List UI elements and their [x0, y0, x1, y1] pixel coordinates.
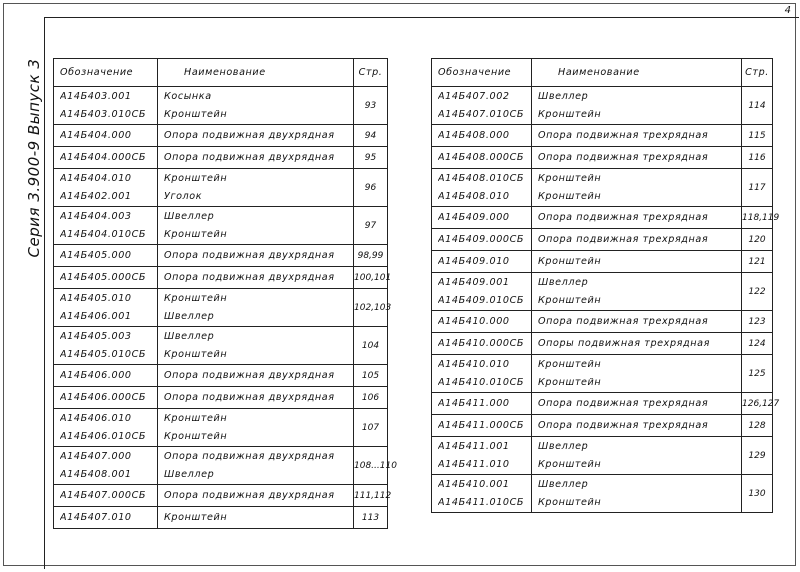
- item-name: Опора подвижная двухрядная: [164, 489, 335, 501]
- page-cell: 96: [354, 169, 388, 207]
- designation-cell: [432, 125, 532, 147]
- name-cell: [532, 393, 742, 415]
- designation-code: А14Б407.000: [60, 450, 132, 462]
- item-name: Кронштейн: [164, 412, 228, 424]
- designation-code: А14Б406.010СБ: [60, 430, 147, 442]
- designation-code: А14Б403.001: [60, 90, 132, 102]
- item-name: Кронштейн: [538, 496, 602, 508]
- header-name: Наименование: [158, 59, 354, 87]
- item-name: Опора подвижная трехрядная: [538, 419, 709, 431]
- table-row: [432, 475, 773, 513]
- table-row: [432, 207, 773, 229]
- table-row: [432, 311, 773, 333]
- page-cell: 125: [742, 355, 773, 393]
- name-cell: [532, 169, 742, 207]
- table-row: [432, 333, 773, 355]
- designation-code: А14Б410.010СБ: [438, 376, 525, 388]
- designation-cell: [432, 475, 532, 513]
- item-name: Кронштейн: [164, 172, 228, 184]
- table-row: [54, 289, 388, 327]
- item-name: Швеллер: [164, 310, 215, 322]
- designation-code: А14Б407.002: [438, 90, 510, 102]
- name-cell: [158, 327, 354, 365]
- item-name: Опора подвижная двухрядная: [164, 391, 335, 403]
- designation-cell: [54, 507, 158, 529]
- name-cell: [158, 169, 354, 207]
- item-name: Кронштейн: [538, 358, 602, 370]
- designation-code: А14Б403.010СБ: [60, 108, 147, 120]
- name-cell: [532, 207, 742, 229]
- item-name: Опора подвижная двухрядная: [164, 129, 335, 141]
- table-row: [432, 415, 773, 437]
- designation-code: А14Б410.010: [438, 358, 510, 370]
- table-row: [54, 87, 388, 125]
- designation-cell: [54, 485, 158, 507]
- page-cell: 124: [742, 333, 773, 355]
- designation-code: А14Б404.003: [60, 210, 132, 222]
- name-cell: [158, 507, 354, 529]
- item-name: Косынка: [164, 90, 212, 102]
- designation-code: А14Б405.010: [60, 292, 132, 304]
- page-cell: 100,101: [354, 267, 388, 289]
- designation-code: А14Б407.010СБ: [438, 108, 525, 120]
- name-cell: [532, 311, 742, 333]
- designation-cell: [432, 229, 532, 251]
- designation-code: А14Б408.010: [438, 190, 510, 202]
- name-cell: [158, 245, 354, 267]
- designation-cell: [432, 333, 532, 355]
- name-cell: [158, 267, 354, 289]
- item-name: Кронштейн: [164, 292, 228, 304]
- name-cell: [158, 387, 354, 409]
- name-cell: [158, 125, 354, 147]
- designation-cell: [54, 387, 158, 409]
- designation-code: А14Б405.010СБ: [60, 348, 147, 360]
- table-row: [54, 245, 388, 267]
- item-name: Швеллер: [164, 210, 215, 222]
- designation-cell: [432, 437, 532, 475]
- page-cell: 108...110: [354, 447, 388, 485]
- item-name: Опора подвижная трехрядная: [538, 233, 709, 245]
- designation-code: А14Б407.000СБ: [60, 489, 147, 501]
- designation-cell: [432, 311, 532, 333]
- designation-code: А14Б406.000: [60, 369, 132, 381]
- designation-code: А14Б410.000: [438, 315, 510, 327]
- name-cell: [532, 355, 742, 393]
- table-row: [54, 387, 388, 409]
- designation-cell: [432, 273, 532, 311]
- page-cell: 94: [354, 125, 388, 147]
- item-name: Опора подвижная трехрядная: [538, 397, 709, 409]
- designation-cell: [54, 289, 158, 327]
- designation-cell: [54, 87, 158, 125]
- item-name: Кронштейн: [538, 255, 602, 267]
- table-row: [54, 169, 388, 207]
- page-cell: 130: [742, 475, 773, 513]
- designation-cell: [54, 327, 158, 365]
- name-cell: [158, 365, 354, 387]
- designation-cell: [54, 169, 158, 207]
- item-name: Кронштейн: [538, 376, 602, 388]
- name-cell: [158, 207, 354, 245]
- designation-code: А14Б409.010: [438, 255, 510, 267]
- table-row: [432, 169, 773, 207]
- designation-code: А14Б411.010: [438, 458, 510, 470]
- item-name: Швеллер: [538, 90, 589, 102]
- designation-code: А14Б410.001: [438, 478, 510, 490]
- designation-cell: [432, 169, 532, 207]
- designation-cell: [432, 147, 532, 169]
- item-name: Кронштейн: [164, 348, 228, 360]
- table-row: [432, 437, 773, 475]
- header-name: Наименование: [532, 59, 742, 87]
- page-cell: 113: [354, 507, 388, 529]
- designation-code: А14Б405.000: [60, 249, 132, 261]
- item-name: Кронштейн: [538, 458, 602, 470]
- designation-code: А14Б402.001: [60, 190, 132, 202]
- designation-code: А14Б409.001: [438, 276, 510, 288]
- page-number: 4: [784, 5, 791, 16]
- designation-code: А14Б411.000: [438, 397, 510, 409]
- item-name: Кронштейн: [164, 430, 228, 442]
- designation-code: А14Б409.000СБ: [438, 233, 525, 245]
- page-cell: 122: [742, 273, 773, 311]
- item-name: Кронштейн: [538, 294, 602, 306]
- item-name: Кронштейн: [164, 511, 228, 523]
- table-row: [54, 147, 388, 169]
- table-row: [54, 447, 388, 485]
- designation-cell: [54, 245, 158, 267]
- item-name: Уголок: [164, 190, 203, 202]
- name-cell: [158, 485, 354, 507]
- designation-code: А14Б411.001: [438, 440, 510, 452]
- table-row: [54, 365, 388, 387]
- item-name: Опоры подвижная трехрядная: [538, 337, 710, 349]
- page-cell: 97: [354, 207, 388, 245]
- designation-code: А14Б406.001: [60, 310, 132, 322]
- designation-code: А14Б408.000СБ: [438, 151, 525, 163]
- designation-cell: [54, 365, 158, 387]
- designation-code: А14Б406.000СБ: [60, 391, 147, 403]
- designation-code: А14Б404.010СБ: [60, 228, 147, 240]
- name-cell: [158, 147, 354, 169]
- name-cell: [532, 475, 742, 513]
- page-cell: 117: [742, 169, 773, 207]
- item-name: Швеллер: [164, 330, 215, 342]
- page-cell: 123: [742, 311, 773, 333]
- table-row: [432, 87, 773, 125]
- designation-cell: [54, 207, 158, 245]
- table-header-row: [432, 59, 773, 87]
- name-cell: [532, 87, 742, 125]
- name-cell: [532, 437, 742, 475]
- designation-cell: [54, 447, 158, 485]
- page-cell: 106: [354, 387, 388, 409]
- designation-cell: [54, 147, 158, 169]
- designation-code: А14Б410.000СБ: [438, 337, 525, 349]
- item-name: Швеллер: [538, 440, 589, 452]
- index-table-left: [53, 58, 397, 529]
- item-name: Швеллер: [538, 478, 589, 490]
- item-name: Опора подвижная двухрядная: [164, 249, 335, 261]
- page-cell: 118,119: [742, 207, 773, 229]
- designation-cell: [54, 267, 158, 289]
- designation-cell: [432, 415, 532, 437]
- designation-code: А14Б405.003: [60, 330, 132, 342]
- page-cell: 93: [354, 87, 388, 125]
- designation-cell: [432, 207, 532, 229]
- designation-cell: [432, 251, 532, 273]
- item-name: Кронштейн: [538, 172, 602, 184]
- table-row: [54, 507, 388, 529]
- page-cell: 115: [742, 125, 773, 147]
- name-cell: [532, 229, 742, 251]
- table-row: [432, 229, 773, 251]
- table-row: [54, 125, 388, 147]
- designation-cell: [432, 87, 532, 125]
- item-name: Швеллер: [538, 276, 589, 288]
- table-row: [432, 355, 773, 393]
- name-cell: [532, 251, 742, 273]
- header-page: Стр.: [354, 59, 388, 87]
- table-row: [432, 273, 773, 311]
- item-name: Опора подвижная трехрядная: [538, 315, 709, 327]
- designation-cell: [54, 409, 158, 447]
- name-cell: [158, 447, 354, 485]
- table-row: [432, 251, 773, 273]
- page-cell: 116: [742, 147, 773, 169]
- name-cell: [532, 415, 742, 437]
- designation-code: А14Б405.000СБ: [60, 271, 147, 283]
- page-cell: 120: [742, 229, 773, 251]
- table-row: [432, 125, 773, 147]
- designation-code: А14Б404.010: [60, 172, 132, 184]
- designation-code: А14Б408.000: [438, 129, 510, 141]
- table-row: [432, 393, 773, 415]
- designation-code: А14Б409.000: [438, 211, 510, 223]
- name-cell: [158, 289, 354, 327]
- page-cell: 129: [742, 437, 773, 475]
- designation-cell: [432, 393, 532, 415]
- name-cell: [532, 333, 742, 355]
- item-name: Опора подвижная двухрядная: [164, 450, 335, 462]
- page-cell: 126,127: [742, 393, 773, 415]
- designation-code: А14Б408.010СБ: [438, 172, 525, 184]
- page-cell: 111,112: [354, 485, 388, 507]
- page-cell: 104: [354, 327, 388, 365]
- page-cell: 102,103: [354, 289, 388, 327]
- designation-cell: [54, 125, 158, 147]
- name-cell: [532, 273, 742, 311]
- designation-cell: [432, 355, 532, 393]
- table-row: [54, 207, 388, 245]
- table-row: [54, 409, 388, 447]
- designation-code: А14Б404.000СБ: [60, 151, 147, 163]
- designation-code: А14Б407.010: [60, 511, 132, 523]
- item-name: Кронштейн: [164, 228, 228, 240]
- page-cell: 121: [742, 251, 773, 273]
- designation-code: А14Б409.010СБ: [438, 294, 525, 306]
- page-cell: 105: [354, 365, 388, 387]
- item-name: Опора подвижная двухрядная: [164, 151, 335, 163]
- item-name: Кронштейн: [538, 190, 602, 202]
- table-header-row: [54, 59, 388, 87]
- designation-code: А14Б408.001: [60, 468, 132, 480]
- page-cell: 98,99: [354, 245, 388, 267]
- table-row: [54, 485, 388, 507]
- designation-code: А14Б406.010: [60, 412, 132, 424]
- item-name: Опора подвижная трехрядная: [538, 151, 709, 163]
- table-row: [432, 147, 773, 169]
- page-cell: 128: [742, 415, 773, 437]
- item-name: Кронштейн: [164, 108, 228, 120]
- page-cell: 95: [354, 147, 388, 169]
- item-name: Кронштейн: [538, 108, 602, 120]
- series-label: Серия 3.900-9 Выпуск 3: [25, 58, 43, 258]
- header-designation: Обозначение: [54, 59, 158, 87]
- table-row: [54, 327, 388, 365]
- table-row: [54, 267, 388, 289]
- name-cell: [158, 87, 354, 125]
- designation-code: А14Б411.000СБ: [438, 419, 525, 431]
- item-name: Опора подвижная трехрядная: [538, 211, 709, 223]
- item-name: Опора подвижная двухрядная: [164, 271, 335, 283]
- designation-code: А14Б404.000: [60, 129, 132, 141]
- header-designation: Обозначение: [432, 59, 532, 87]
- page-cell: 114: [742, 87, 773, 125]
- index-table-right: [431, 58, 780, 513]
- name-cell: [532, 125, 742, 147]
- designation-code: А14Б411.010СБ: [438, 496, 525, 508]
- name-cell: [532, 147, 742, 169]
- item-name: Опора подвижная двухрядная: [164, 369, 335, 381]
- name-cell: [158, 409, 354, 447]
- page-cell: 107: [354, 409, 388, 447]
- header-page: Стр.: [742, 59, 773, 87]
- item-name: Швеллер: [164, 468, 215, 480]
- item-name: Опора подвижная трехрядная: [538, 129, 709, 141]
